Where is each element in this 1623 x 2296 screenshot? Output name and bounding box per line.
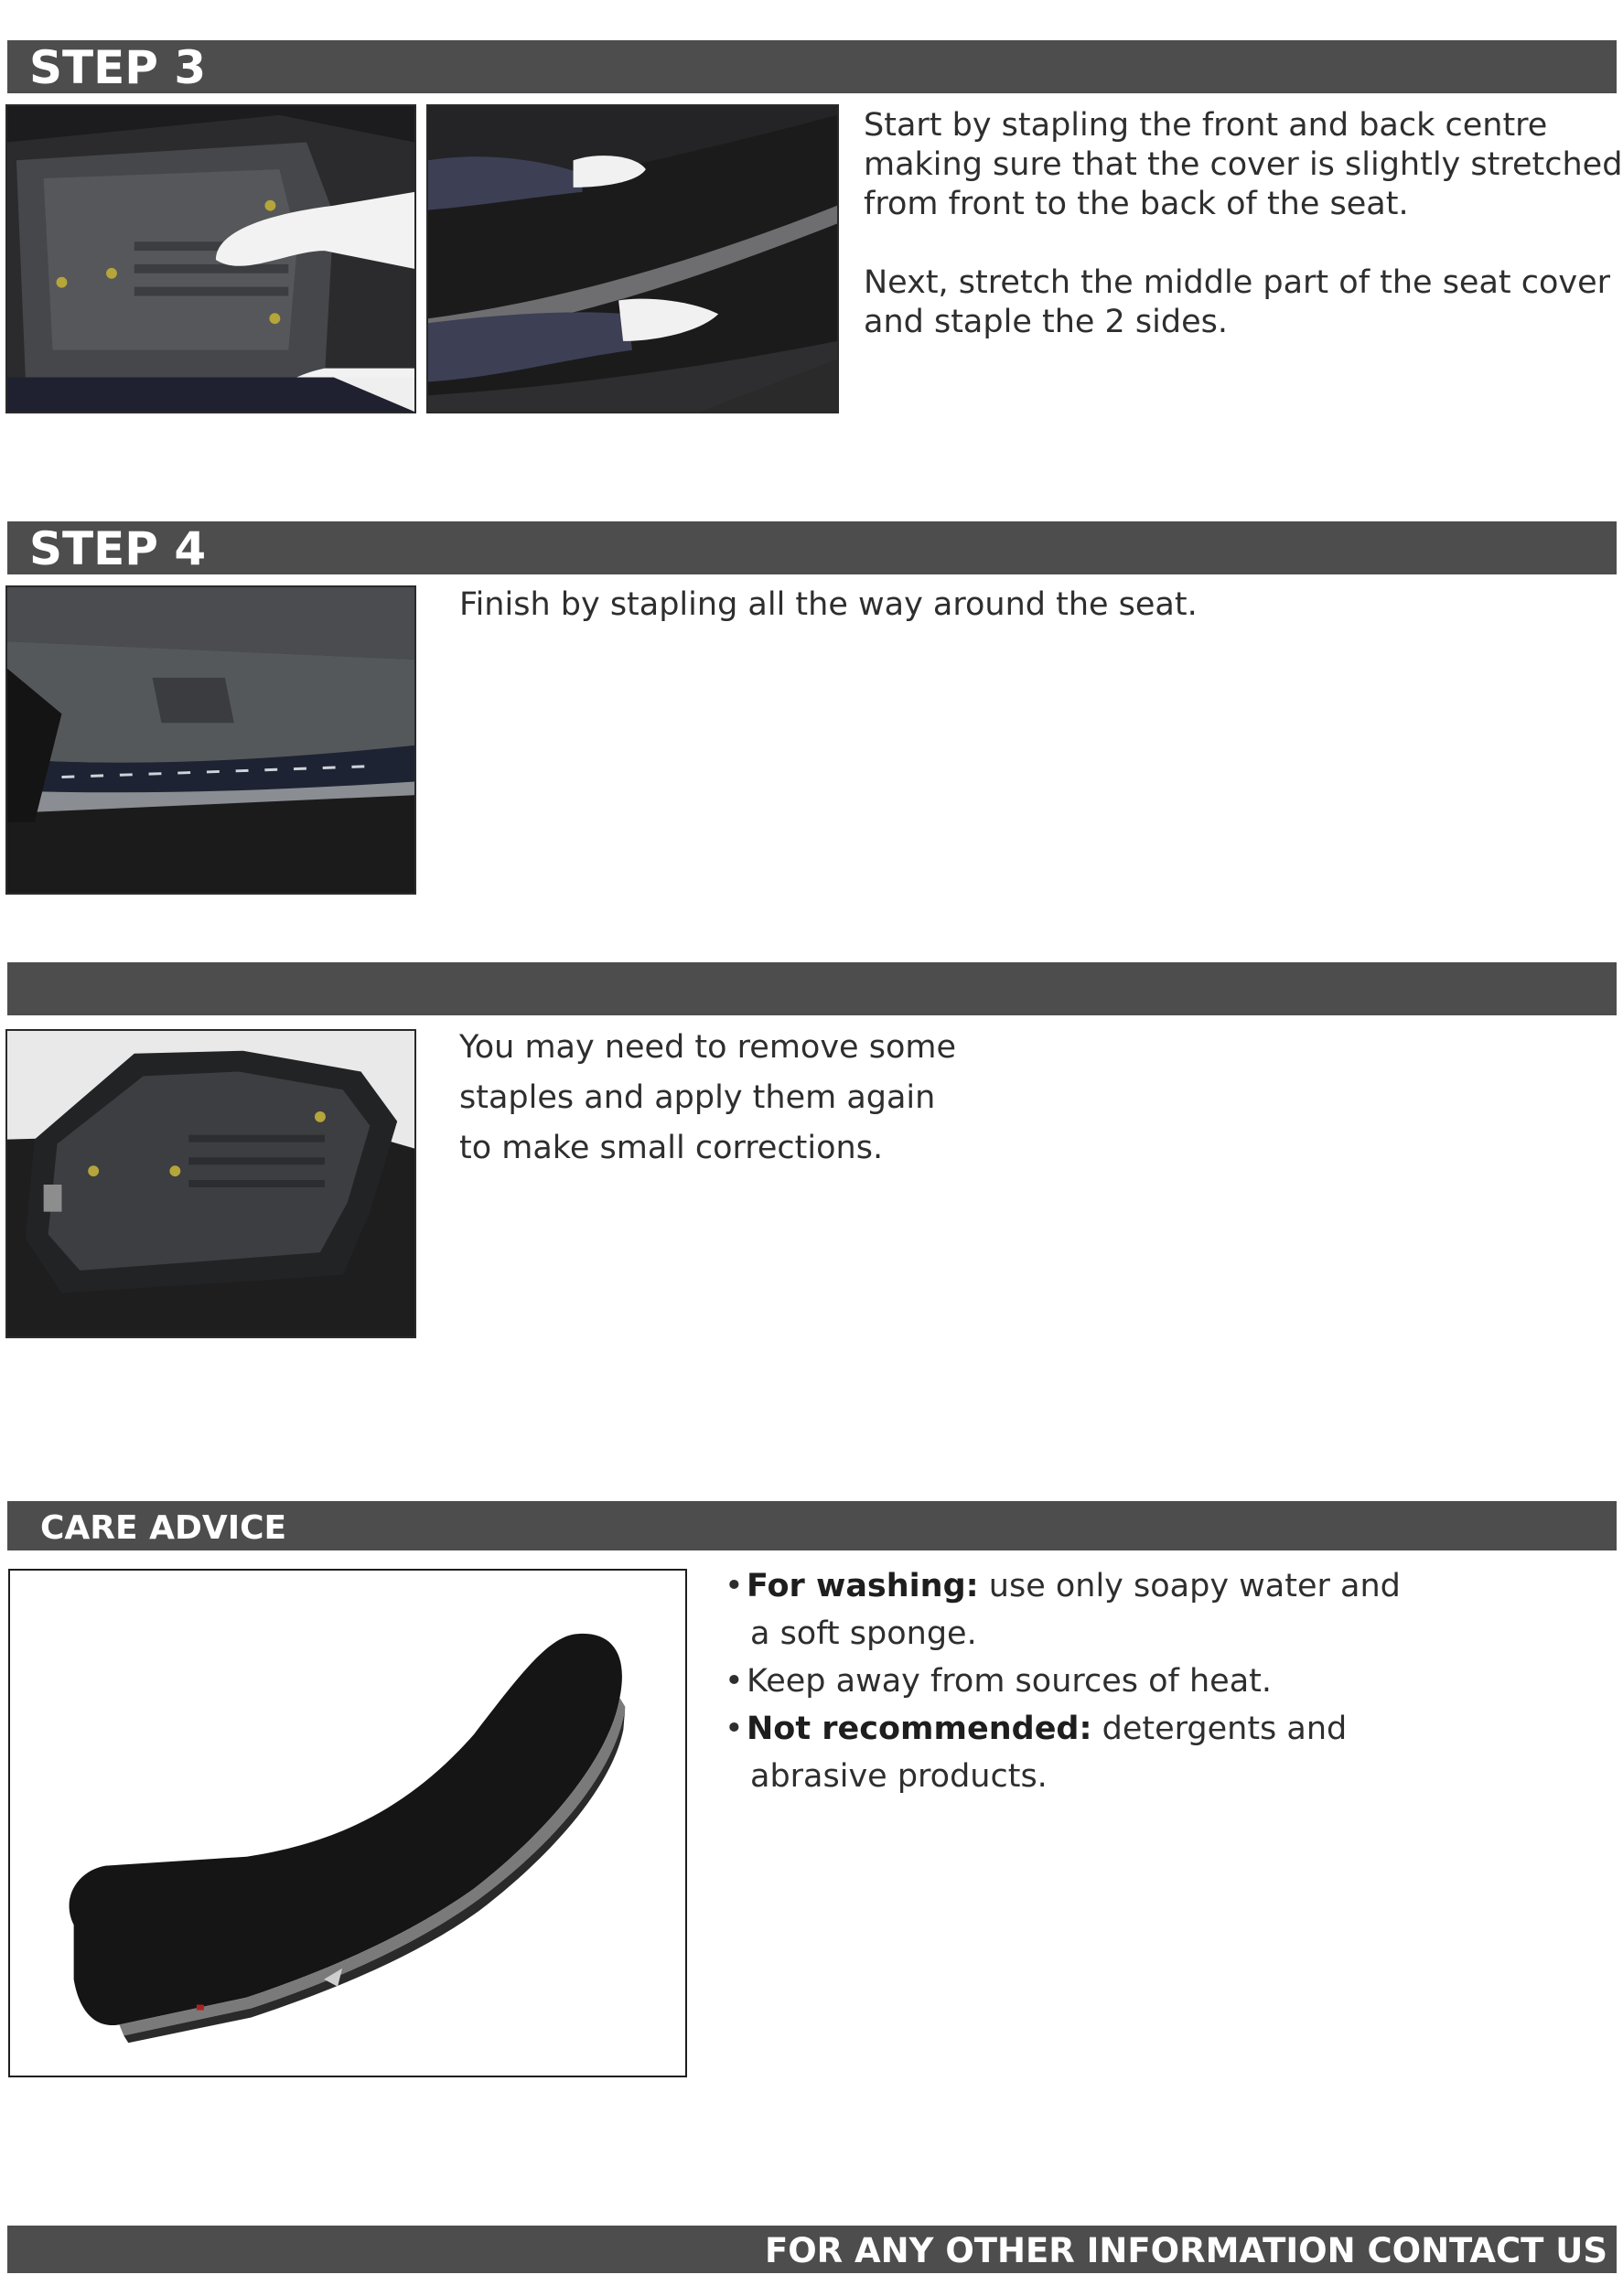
care-not-recommended-text: detergents and xyxy=(1091,1711,1348,1747)
care-heat-text: Keep away from sources of heat. xyxy=(747,1663,1273,1700)
care-advice-title: CARE ADVICE xyxy=(40,1509,287,1547)
step-4-instructions xyxy=(459,585,1198,625)
care-washing-text: use only soapy water and xyxy=(978,1568,1401,1604)
care-item-washing xyxy=(725,1562,1401,1610)
footer-bar xyxy=(7,2226,1617,2273)
step-3-line-5: and staple the 2 sides. xyxy=(864,304,1229,340)
note-header xyxy=(7,962,1617,1015)
step-4-title: STEP 4 xyxy=(29,522,207,575)
step-4-photo-edge-stapling xyxy=(5,585,416,895)
care-washing-continuation: a soft sponge. xyxy=(750,1615,977,1652)
step-3-photo-stretching xyxy=(426,104,839,413)
footer-contact-text: FOR ANY OTHER INFORMATION CONTACT US xyxy=(764,2231,1607,2270)
note-line-2: staples and apply them again xyxy=(459,1079,936,1116)
care-advice-list xyxy=(725,1562,1401,1800)
note-line-1: You may need to remove some xyxy=(459,1029,956,1066)
care-item-heat xyxy=(725,1658,1401,1705)
care-not-recommended-continuation: abrasive products. xyxy=(750,1758,1048,1795)
step-3-instructions xyxy=(864,106,1622,342)
step-3-line-4: Next, stretch the middle part of the seat cover xyxy=(864,264,1611,301)
step-3-line-2: making sure that the cover is slightly stretched xyxy=(864,146,1623,183)
care-advice-header xyxy=(7,1501,1617,1550)
step-3-line-3: from front to the back of the seat. xyxy=(864,186,1409,222)
step-3-title: STEP 3 xyxy=(29,41,207,94)
step-3-line-1: Start by stapling the front and back centre xyxy=(864,107,1548,144)
step-3-photo-underside xyxy=(5,104,416,413)
care-not-recommended-label: Not recommended: xyxy=(747,1711,1092,1747)
note-line-3: to make small corrections. xyxy=(459,1130,884,1166)
step-4-header xyxy=(7,521,1617,574)
care-item-not-recommended xyxy=(725,1705,1401,1753)
care-washing-label: For washing: xyxy=(747,1568,979,1604)
note-instructions xyxy=(459,1023,956,1174)
step-4-line-1: Finish by stapling all the way around the seat. xyxy=(459,586,1198,623)
note-photo-finished-underside xyxy=(5,1029,416,1338)
care-photo-seat xyxy=(8,1569,687,2077)
step-3-header xyxy=(7,40,1617,93)
